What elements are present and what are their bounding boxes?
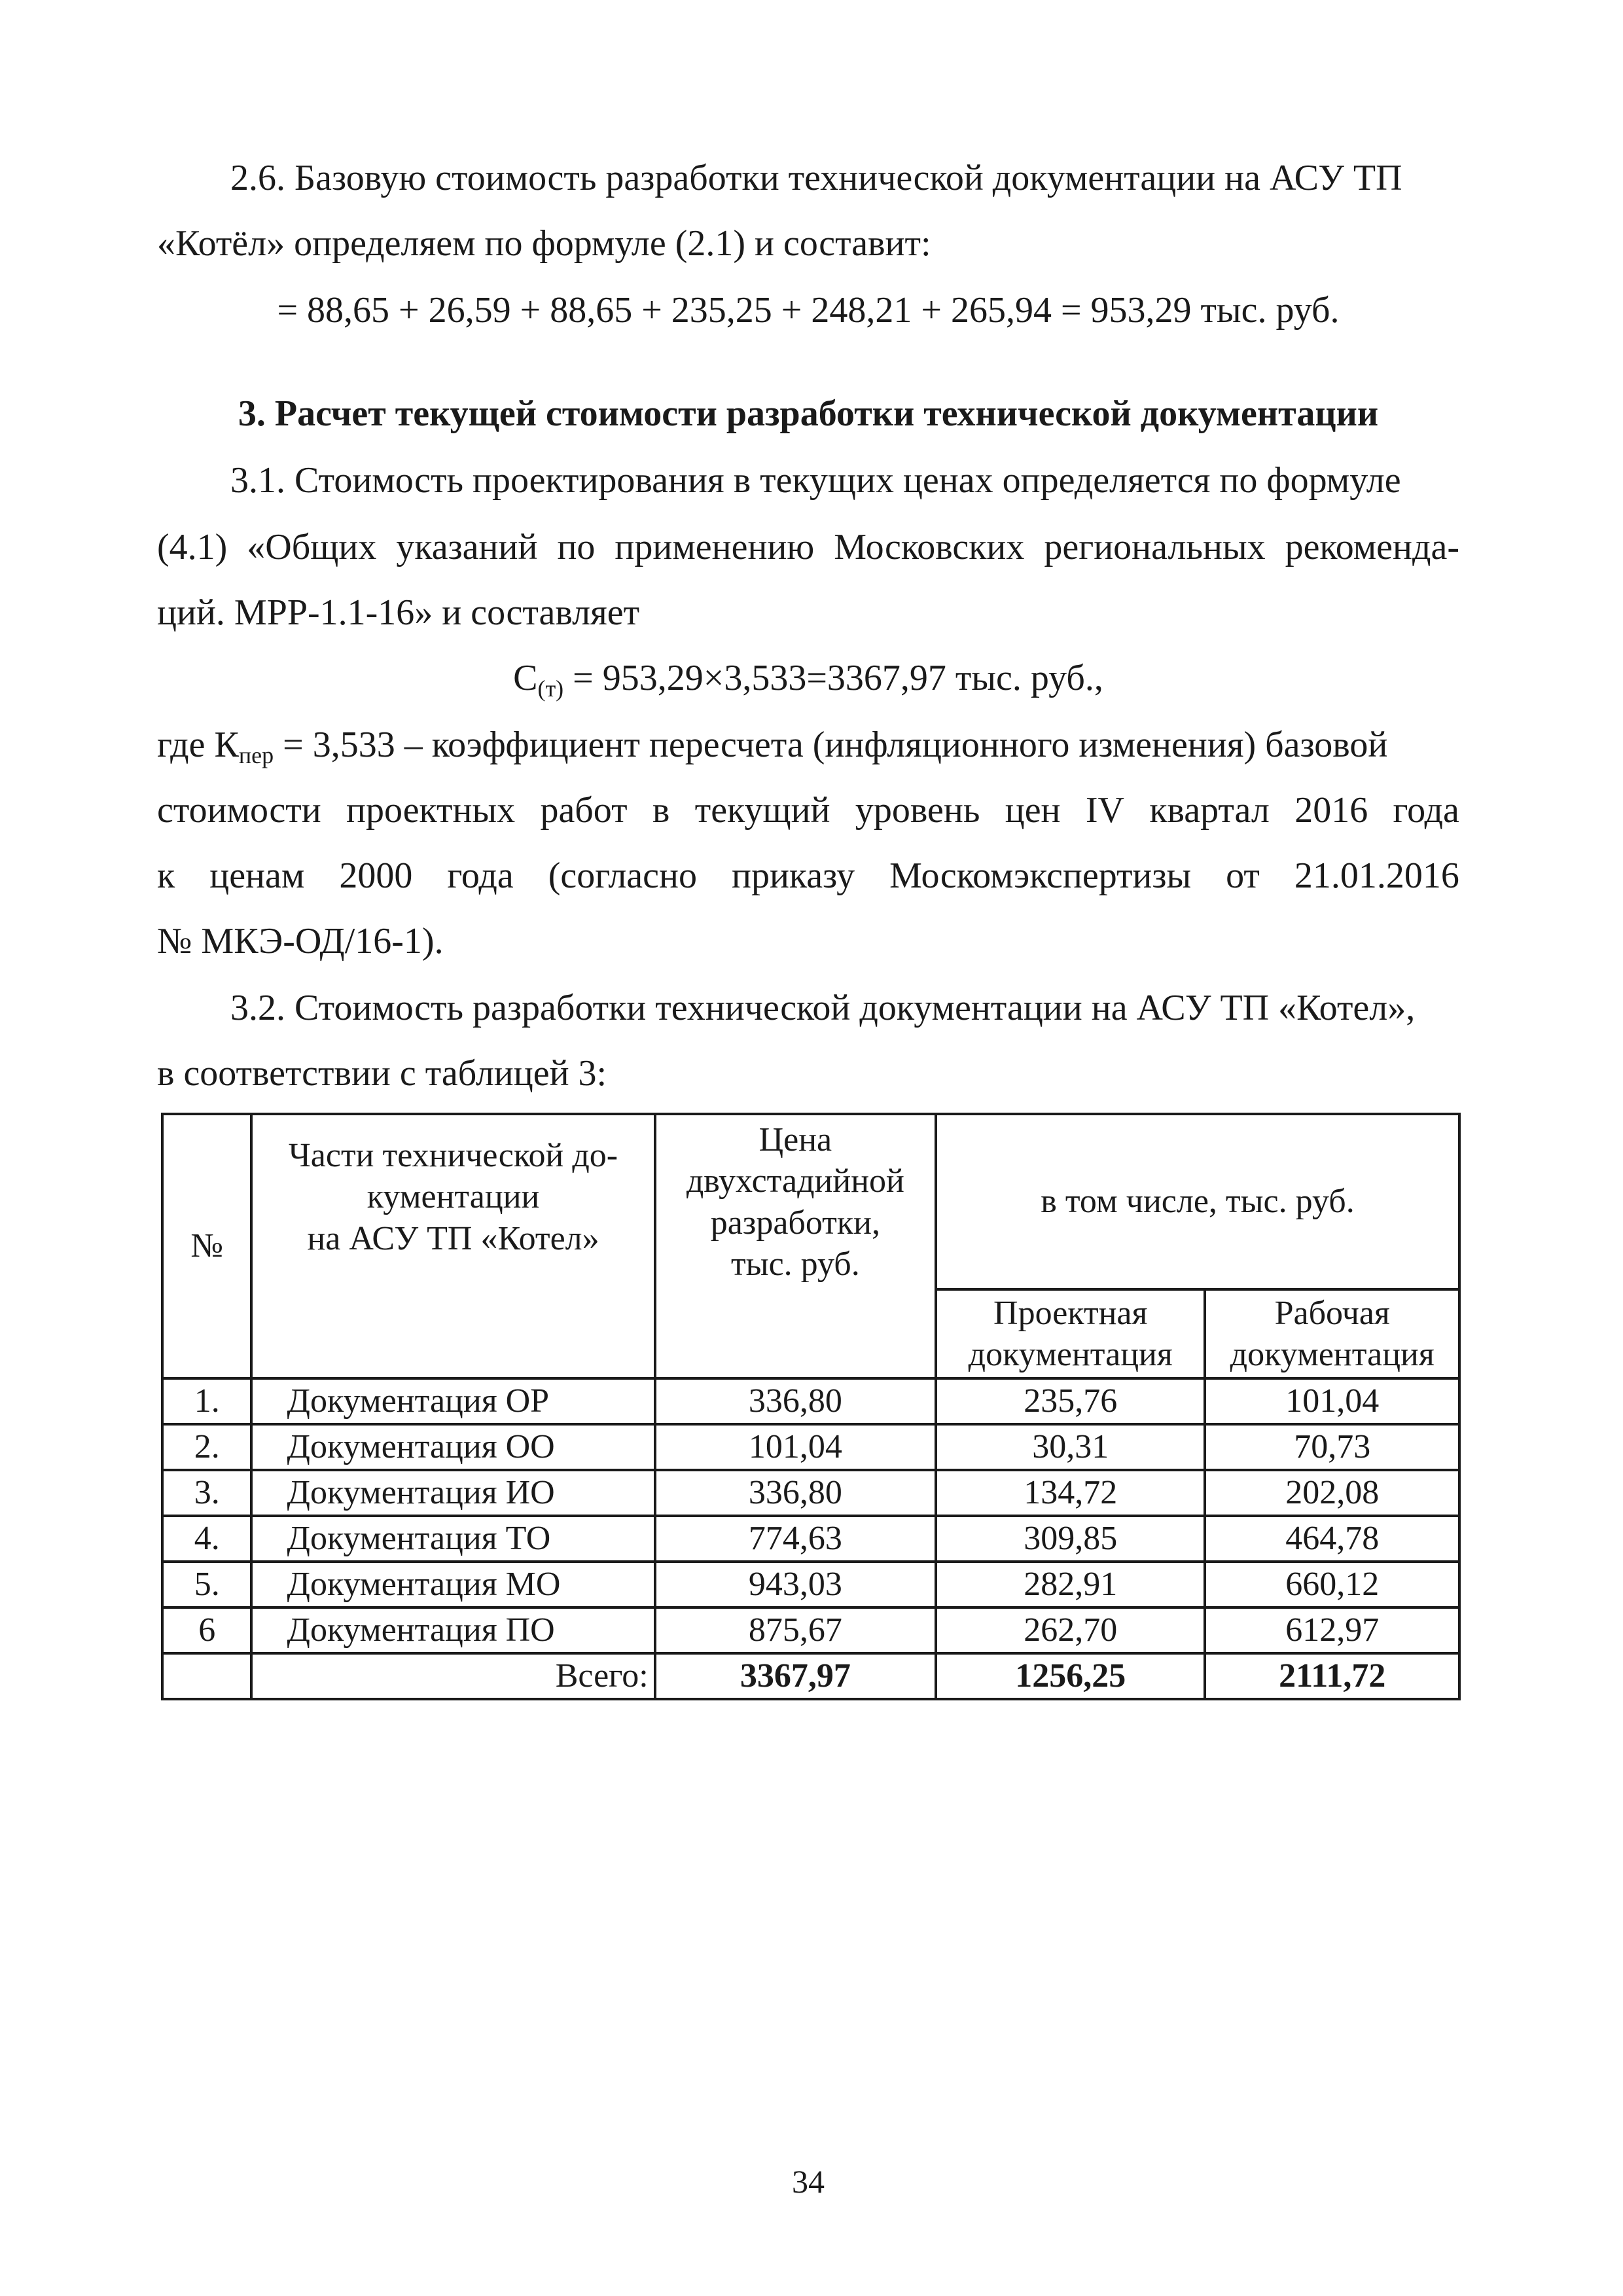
header-price-line-4: тыс. руб.	[730, 1246, 860, 1283]
word: (согласно	[548, 855, 697, 896]
header-parts	[251, 1114, 654, 1289]
table-total-row	[162, 1653, 1459, 1699]
row-working: 612,97	[1205, 1607, 1459, 1653]
row-number: 1.	[162, 1378, 251, 1424]
word: 2016	[1294, 790, 1368, 831]
table-row	[162, 1516, 1459, 1562]
total-label: Всего:	[251, 1653, 654, 1699]
row-price: 943,03	[655, 1562, 936, 1607]
word: по	[557, 527, 596, 567]
header-parts-line-3: на АСУ ТП «Котел»	[307, 1219, 599, 1257]
header-project-docs	[936, 1289, 1205, 1378]
row-price: 101,04	[655, 1424, 936, 1470]
header-working-line-1: Рабочая	[1274, 1294, 1390, 1332]
row-name: Документация ПО	[251, 1607, 654, 1653]
header-working-line-2: документация	[1230, 1336, 1435, 1373]
table-row	[162, 1424, 1459, 1470]
table-row	[162, 1470, 1459, 1516]
header-including: в том числе, тыс. руб.	[936, 1114, 1459, 1289]
word: приказу	[731, 855, 855, 896]
table-row	[162, 1562, 1459, 1607]
page-number: 34	[792, 2163, 825, 2200]
row-working: 70,73	[1205, 1424, 1459, 1470]
header-price-continued	[655, 1289, 936, 1378]
word: Московских	[834, 527, 1025, 567]
word: года	[447, 855, 514, 896]
word: работ	[540, 790, 628, 831]
where-subscript: пер	[238, 742, 274, 768]
word: (4.1)	[157, 527, 228, 567]
row-name: Документация МО	[251, 1562, 654, 1607]
word: квартал	[1149, 790, 1270, 831]
word: 2000	[339, 855, 413, 896]
total-project: 1256,25	[936, 1653, 1205, 1699]
table-header-row-2	[162, 1289, 1459, 1378]
table-row	[162, 1607, 1459, 1653]
row-project: 309,85	[936, 1516, 1205, 1562]
formula-base-cost: = 88,65 + 26,59 + 88,65 + 235,25 + 248,21 + 265,94 = 953,29 тыс. руб.	[277, 290, 1340, 331]
header-price	[655, 1114, 936, 1289]
word: текущий	[694, 790, 830, 831]
header-number: №	[162, 1114, 251, 1378]
formula-subscript: (т)	[537, 675, 564, 702]
row-project: 30,31	[936, 1424, 1205, 1470]
row-number: 6	[162, 1607, 251, 1653]
para-where-line-1	[157, 725, 1388, 768]
table-row	[162, 1378, 1459, 1424]
row-name: Документация ОР	[251, 1378, 654, 1424]
row-name: Документация ТО	[251, 1516, 654, 1562]
row-price: 875,67	[655, 1607, 936, 1653]
word: цен	[1005, 790, 1061, 831]
table-header-row-1	[162, 1114, 1459, 1289]
word: рекоменда-	[1285, 527, 1459, 567]
para-where-line-4: № МКЭ-ОД/16-1).	[157, 921, 444, 961]
header-working-docs	[1205, 1289, 1459, 1378]
row-working: 464,78	[1205, 1516, 1459, 1562]
row-working: 101,04	[1205, 1378, 1459, 1424]
header-parts-continued	[251, 1289, 654, 1378]
header-parts-line-2: кументации	[366, 1178, 540, 1216]
word: от	[1226, 855, 1260, 896]
row-number: 5.	[162, 1562, 251, 1607]
header-price-line-1: Цена	[758, 1121, 832, 1158]
word: IV	[1085, 790, 1124, 831]
word: стоимости	[157, 790, 321, 831]
para-3-1-line-1: 3.1. Стоимость проектирования в текущих ценах определяется по формуле	[230, 460, 1401, 501]
word: региональных	[1044, 527, 1266, 567]
row-project: 235,76	[936, 1378, 1205, 1424]
total-number-empty	[162, 1653, 251, 1699]
para-2-6-line-1: 2.6. Базовую стоимость разработки технической документации на АСУ ТП	[230, 158, 1402, 198]
para-3-1-line-2	[157, 529, 1459, 565]
row-price: 336,80	[655, 1378, 936, 1424]
word: применению	[615, 527, 815, 567]
word: года	[1393, 790, 1459, 831]
word: 21.01.2016	[1294, 855, 1459, 896]
header-price-line-3: разработки,	[710, 1204, 880, 1242]
para-3-2-line-1: 3.2. Стоимость разработки технической документации на АСУ ТП «Котел»,	[230, 988, 1416, 1028]
row-number: 3.	[162, 1470, 251, 1516]
para-2-6-line-2: «Котёл» определяем по формуле (2.1) и составит:	[157, 223, 931, 264]
header-parts-line-1: Части технической до-	[289, 1137, 618, 1174]
formula-rhs: = 953,29×3,533=3367,97 тыс. руб.,	[563, 658, 1103, 698]
formula-current-cost	[157, 658, 1459, 702]
word: к	[157, 855, 175, 896]
row-price: 774,63	[655, 1516, 936, 1562]
section-3-heading: 3. Расчет текущей стоимости разработки технической документации	[238, 393, 1379, 434]
where-prefix: где К	[157, 725, 239, 765]
formula-lhs: С	[513, 658, 538, 698]
row-project: 282,91	[936, 1562, 1205, 1607]
where-text: = 3,533 – коэффициент пересчета (инфляционного изменения) базовой	[274, 725, 1388, 765]
total-working: 2111,72	[1205, 1653, 1459, 1699]
para-where-line-2	[157, 792, 1459, 829]
word: «Общих	[247, 527, 377, 567]
row-name: Документация ОО	[251, 1424, 654, 1470]
word: в	[652, 790, 670, 831]
word: проектных	[346, 790, 516, 831]
word: ценам	[209, 855, 305, 896]
header-price-line-2: двухстадийной	[686, 1162, 904, 1200]
para-where-line-3	[157, 857, 1459, 894]
row-project: 262,70	[936, 1607, 1205, 1653]
row-number: 4.	[162, 1516, 251, 1562]
word: указаний	[396, 527, 538, 567]
row-number: 2.	[162, 1424, 251, 1470]
word: уровень	[855, 790, 980, 831]
cost-table	[161, 1113, 1461, 1700]
word: Москомэкспертизы	[889, 855, 1192, 896]
row-name: Документация ИО	[251, 1470, 654, 1516]
row-working: 202,08	[1205, 1470, 1459, 1516]
row-project: 134,72	[936, 1470, 1205, 1516]
row-working: 660,12	[1205, 1562, 1459, 1607]
para-3-1-line-3: ций. МРР-1.1-16» и составляет	[157, 592, 640, 633]
row-price: 336,80	[655, 1470, 936, 1516]
header-project-line-1: Проектная	[993, 1294, 1148, 1332]
total-price: 3367,97	[655, 1653, 936, 1699]
para-3-2-line-2: в соответствии с таблицей 3:	[157, 1053, 607, 1094]
header-project-line-2: документация	[968, 1336, 1173, 1373]
